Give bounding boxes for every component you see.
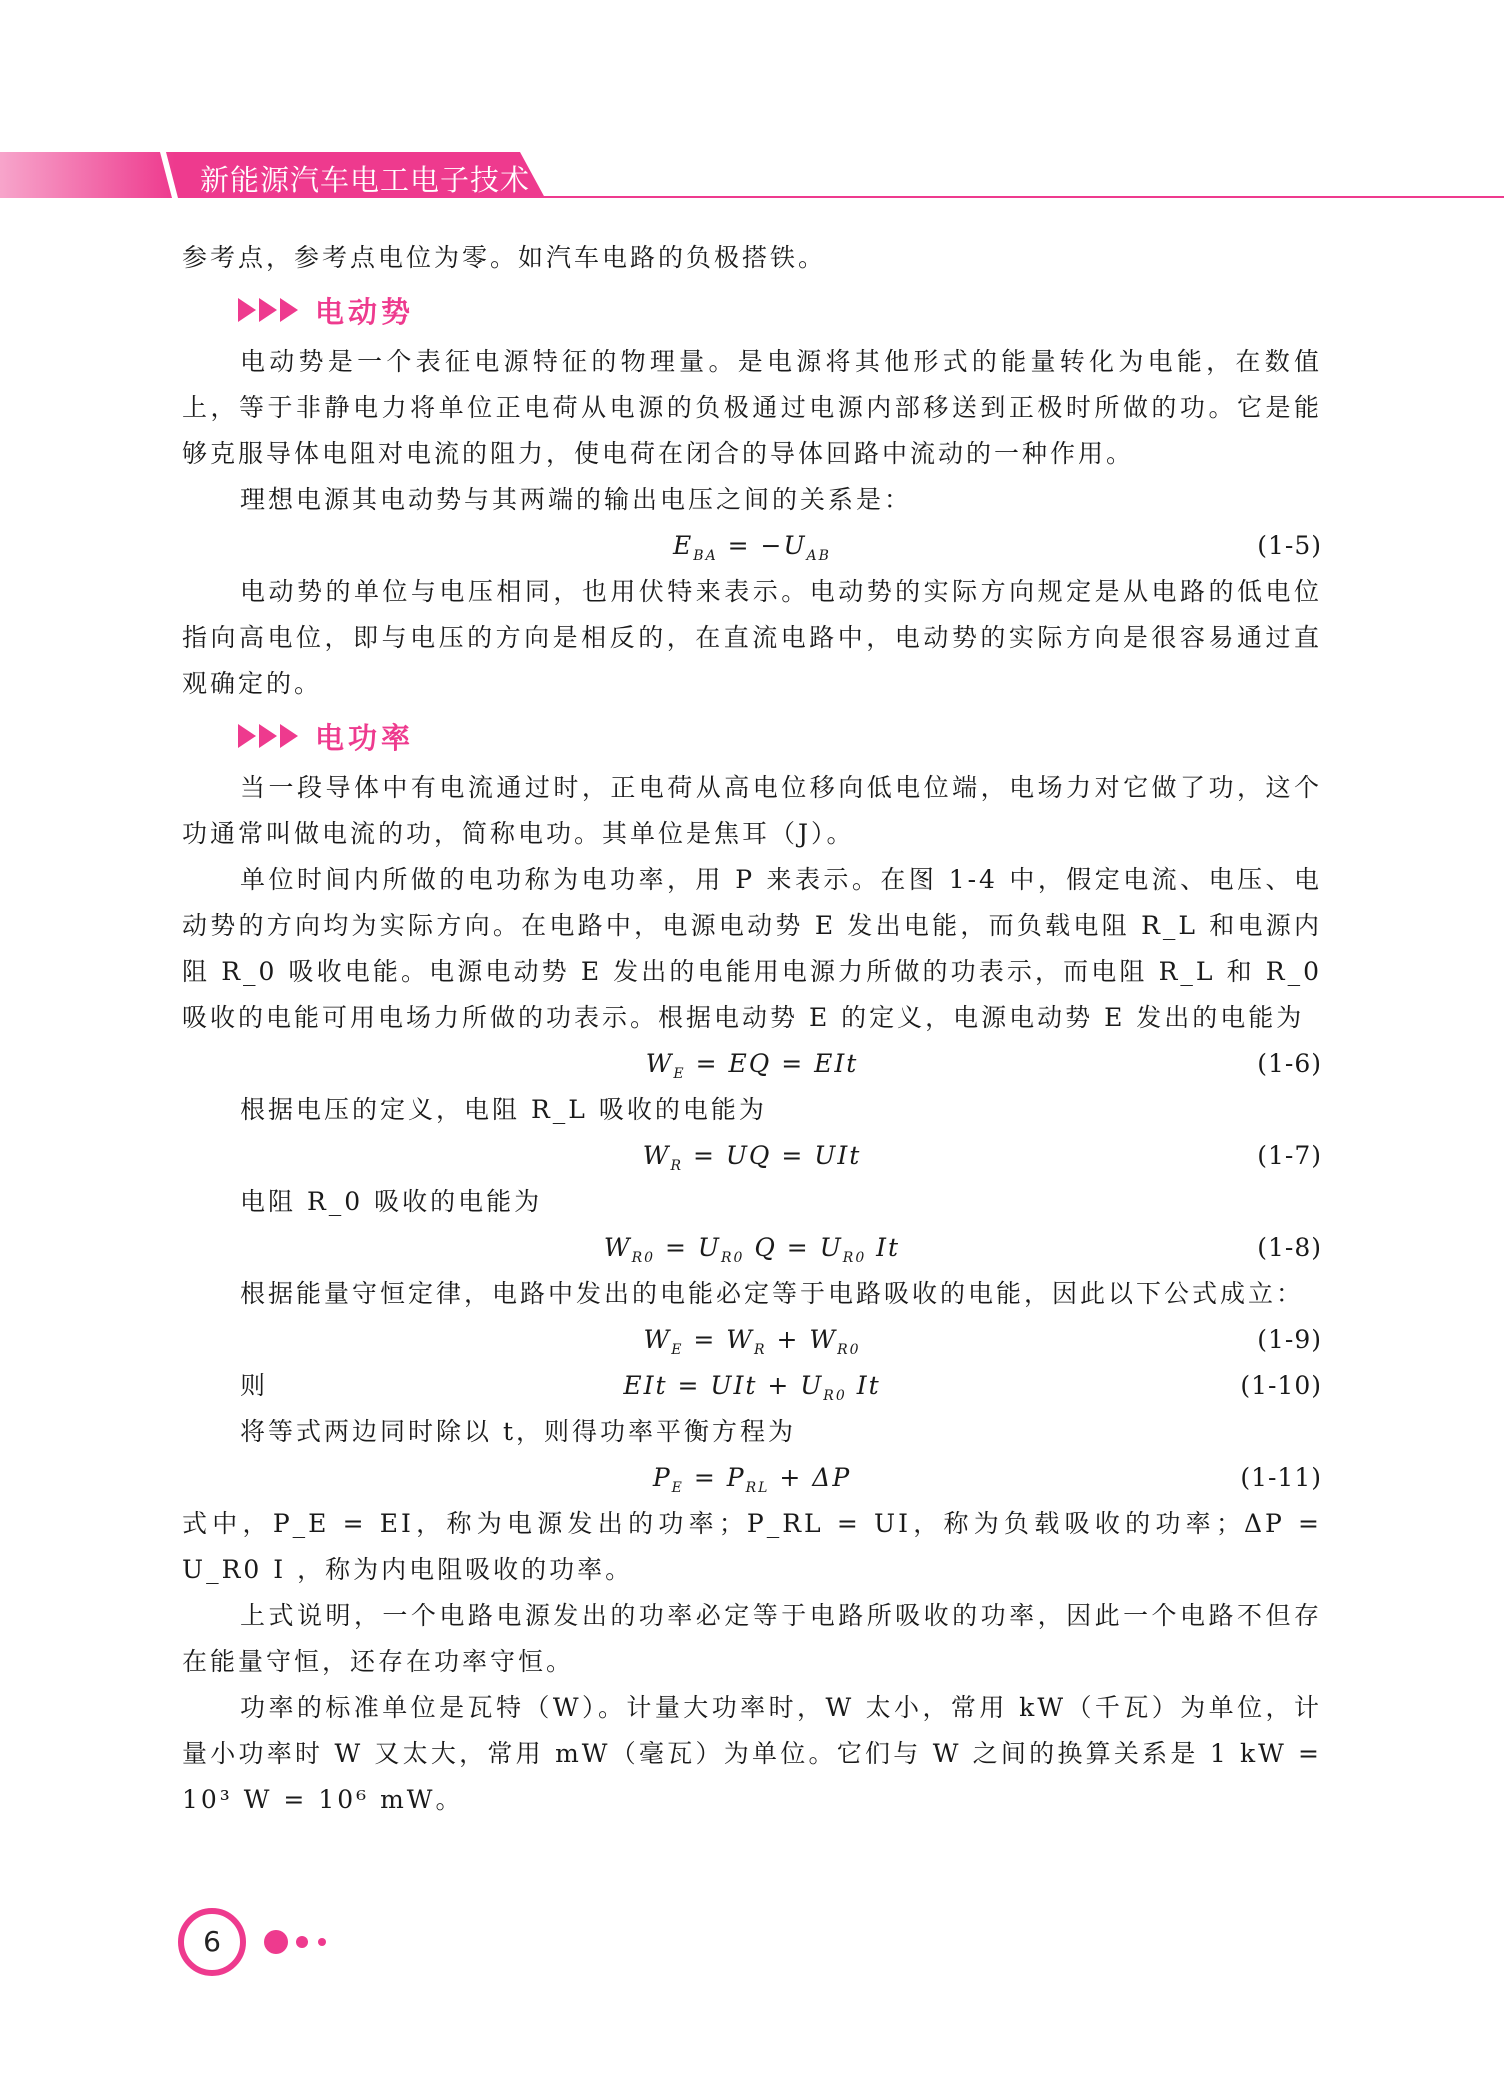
section-heading-emf <box>238 281 1322 339</box>
equation-formula: EIt = UIt + $U_{R0}$ It <box>623 1371 881 1404</box>
equation-number: (1-10) <box>1240 1371 1322 1400</box>
running-header <box>0 152 1504 202</box>
decorative-dot <box>318 1938 326 1946</box>
equation-formula: $W_R$ = UQ = UIt <box>642 1141 862 1174</box>
equation-formula: $P_E = P_{RL} + \Delta P$ <box>652 1463 852 1496</box>
equation-formula: $W_E$ = EQ = EIt <box>645 1049 859 1082</box>
book-title: 新能源汽车电工电子技术 <box>200 163 531 197</box>
page-body <box>182 235 1322 1823</box>
equation-1-6 <box>182 1041 1322 1087</box>
paragraph: 式中，P_E = EI，称为电源发出的功率；P_RL = UI，称为负载吸收的功率；ΔP = U_R0 I ，称为内电阻吸收的功率。 <box>182 1509 1322 1584</box>
equation-number: (1-7) <box>1257 1141 1322 1170</box>
header-rule <box>540 196 1504 198</box>
equation-number: (1-5) <box>1257 531 1322 560</box>
equation-number: (1-11) <box>1240 1463 1322 1492</box>
page-footer <box>178 1908 378 1978</box>
decorative-dot <box>296 1936 308 1948</box>
triple-arrow-icon <box>238 724 301 748</box>
paragraph: 功率的标准单位是瓦特（W）。计量大功率时，W 太小，常用 kW（千瓦）为单位，计量小功率时 W 又太大，常用 mW（毫瓦）为单位。它们与 W 之间的换算关系是 1 kW = 10³ W = 10⁶ mW。 <box>182 1693 1322 1814</box>
paragraph: 根据电压的定义，电阻 R_L 吸收的电能为 <box>240 1095 767 1124</box>
equation-number: (1-9) <box>1257 1325 1322 1354</box>
paragraph: 理想电源其电动势与其两端的输出电压之间的关系是： <box>240 485 913 514</box>
equation-1-7 <box>182 1133 1322 1179</box>
equation-1-5 <box>182 523 1322 569</box>
paragraph: 电动势的单位与电压相同，也用伏特来表示。电动势的实际方向规定是从电路的低电位指向高电位，即与电压的方向是相反的，在直流电路中，电动势的实际方向是很容易通过直观确定的。 <box>182 577 1322 698</box>
paragraph-reference-point: 参考点，参考点电位为零。如汽车电路的负极搭铁。 <box>182 243 827 272</box>
paragraph: 当一段导体中有电流通过时，正电荷从高电位移向低电位端，电场力对它做了功，这个功通常叫做电流的功，简称电功。其单位是焦耳（J）。 <box>182 773 1322 848</box>
equation-prefix: 则 <box>240 1371 266 1400</box>
equation-number: (1-6) <box>1257 1049 1322 1078</box>
section-heading-power <box>238 707 1322 765</box>
equation-1-9 <box>182 1317 1322 1363</box>
paragraph: 电动势是一个表征电源特征的物理量。是电源将其他形式的能量转化为电能，在数值上，等于非静电力将单位正电荷从电源的负极通过电源内部移送到正极时所做的功。它是能够克服导体电阻对电流的阻力，使电荷在闭合的导体回路中流动的一种作用。 <box>182 347 1322 468</box>
equation-formula: $W_E = W_R + W_{R0}$ <box>643 1325 861 1358</box>
paragraph: 根据能量守恒定律，电路中发出的电能必定等于电路吸收的电能，因此以下公式成立： <box>240 1279 1305 1308</box>
triple-arrow-icon <box>238 298 301 322</box>
header-gradient <box>0 152 175 198</box>
equation-number: (1-8) <box>1257 1233 1322 1262</box>
paragraph: 单位时间内所做的电功称为电功率，用 P 来表示。在图 1-4 中，假定电流、电压、电动势的方向均为实际方向。在电路中，电源电动势 E 发出电能，而负载电阻 R_L 和电源内阻 R_0 吸收电能。电源电动势 E 发出的电能用电源力所做的功表示，而电阻 R_L 和 R_0 吸收的电能可用电场力所做的功表示。根据电动势 E 的定义，电源电动势 E 发出的电能为 <box>182 865 1322 1032</box>
section-title: 电动势 <box>315 294 415 329</box>
paragraph: 电阻 R_0 吸收的电能为 <box>240 1187 543 1216</box>
decorative-dot <box>264 1930 288 1954</box>
page-number: 6 <box>203 1925 221 1958</box>
paragraph: 将等式两边同时除以 t，则得功率平衡方程为 <box>240 1417 796 1446</box>
section-title: 电功率 <box>315 720 415 755</box>
equation-1-10 <box>182 1363 1322 1409</box>
equation-1-8 <box>182 1225 1322 1271</box>
equation-formula: $W_{R0} = U_{R0}$ $Q = U_{R0}$ It <box>603 1233 901 1266</box>
paragraph: 上式说明，一个电路电源发出的功率必定等于电路所吸收的功率，因此一个电路不但存在能量守恒，还存在功率守恒。 <box>182 1601 1322 1676</box>
equation-formula: $E_{BA} = -U_{AB}$ <box>673 531 831 564</box>
equation-1-11 <box>182 1455 1322 1501</box>
